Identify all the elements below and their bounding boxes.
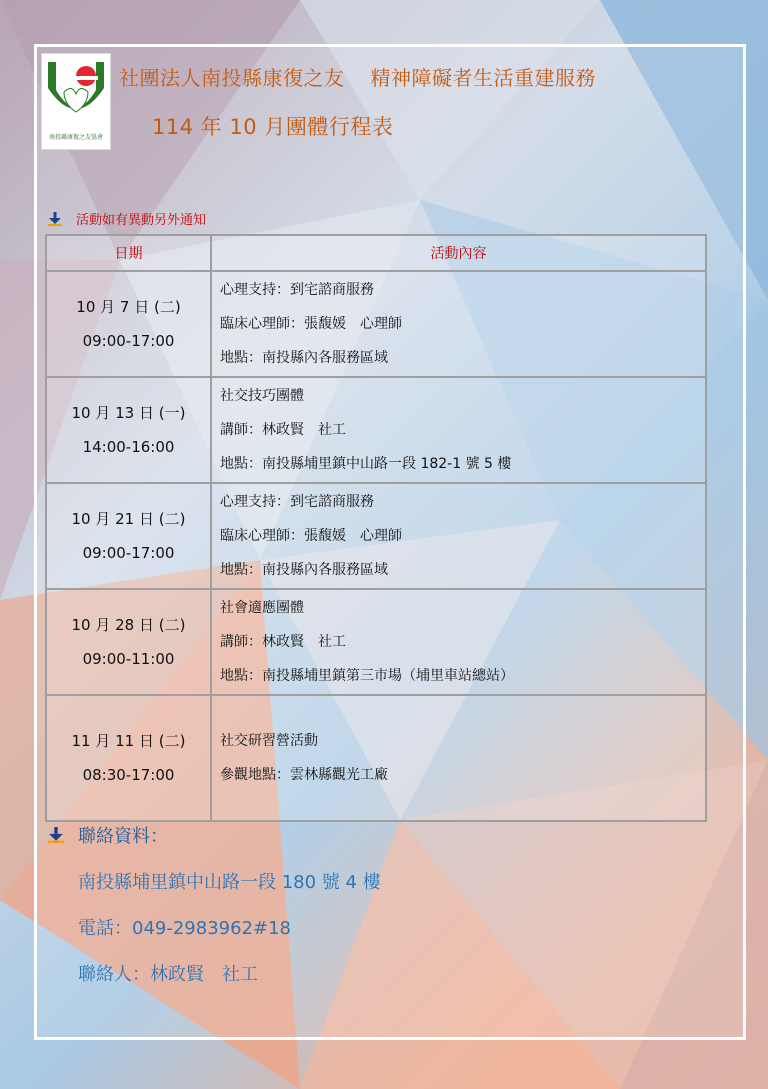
- time-text: 09:00-17:00: [82, 332, 175, 350]
- organization-name: 社團法人南投縣康復之友: [119, 66, 345, 90]
- content-line: 社會適應團體: [220, 600, 304, 616]
- column-header-content: 活動內容: [211, 235, 706, 271]
- table-row: [46, 377, 706, 483]
- content-cell: [211, 695, 706, 821]
- content-line: 社交研習營活動: [220, 733, 318, 749]
- page-title: 114 年 10 月團體行程表: [152, 115, 394, 139]
- contact-phone: 電話：049-2983962#18: [78, 918, 292, 939]
- organization-logo: [41, 53, 111, 150]
- date-text: 10 月 21 日 (二): [71, 510, 186, 528]
- time-text: 08:30-17:00: [82, 766, 175, 784]
- table-row: [46, 271, 706, 377]
- content-line: 臨床心理師：張馥媛 心理師: [220, 316, 402, 332]
- bullet-arrow-icon: [48, 212, 62, 226]
- content-line: 地點：南投縣埔里鎮中山路一段 182-1 號 5 樓: [220, 456, 512, 472]
- table-row: [46, 695, 706, 821]
- table-row: [46, 589, 706, 695]
- bullet-arrow-icon: [48, 827, 64, 843]
- service-name: 精神障礙者生活重建服務: [370, 66, 596, 90]
- organization-heading: [119, 62, 596, 91]
- content-line: 地點：南投縣內各服務區域: [220, 562, 388, 578]
- content-line: 社交技巧團體: [220, 388, 304, 404]
- contact-person: 聯絡人：林政賢 社工: [78, 964, 258, 985]
- date-cell: [46, 695, 211, 821]
- content-line: 臨床心理師：張馥媛 心理師: [220, 528, 402, 544]
- content-line: 參觀地點：雲林縣觀光工廠: [220, 767, 388, 783]
- contact-heading-text: 聯絡資料：: [78, 826, 168, 847]
- date-text: 10 月 7 日 (二): [76, 298, 181, 316]
- time-text: 14:00-16:00: [82, 438, 175, 456]
- content-cell: [211, 271, 706, 377]
- schedule-table: [45, 234, 707, 822]
- date-cell: [46, 271, 211, 377]
- column-header-date: 日期: [46, 235, 211, 271]
- content-line: 講師：林政賢 社工: [220, 422, 346, 438]
- content-cell: [211, 483, 706, 589]
- logo-caption: 南投縣康復之友協會: [48, 134, 103, 141]
- table-header-row: [46, 235, 706, 271]
- notice-text: 活動如有異動另外通知: [76, 213, 207, 228]
- time-text: 09:00-17:00: [82, 544, 175, 562]
- change-notice: [48, 209, 206, 228]
- contact-heading: [48, 822, 168, 848]
- date-cell: [46, 377, 211, 483]
- table-row: [46, 483, 706, 589]
- content-cell: [211, 589, 706, 695]
- content-line: 地點：南投縣埔里鎮第三市場（埔里車站總站）: [220, 668, 514, 684]
- date-cell: [46, 483, 211, 589]
- content-line: 講師：林政賢 社工: [220, 634, 346, 650]
- content-cell: [211, 377, 706, 483]
- time-text: 09:00-11:00: [82, 650, 175, 668]
- date-text: 10 月 13 日 (一): [71, 404, 186, 422]
- date-text: 11 月 11 日 (二): [71, 732, 186, 750]
- content-line: 地點：南投縣內各服務區域: [220, 350, 388, 366]
- organization-logo-icon: [42, 54, 110, 134]
- content-line: 心理支持：到宅諮商服務: [220, 494, 374, 510]
- contact-address: 南投縣埔里鎮中山路一段 180 號 4 樓: [78, 872, 381, 893]
- date-cell: [46, 589, 211, 695]
- date-text: 10 月 28 日 (二): [71, 616, 186, 634]
- content-line: 心理支持：到宅諮商服務: [220, 282, 374, 298]
